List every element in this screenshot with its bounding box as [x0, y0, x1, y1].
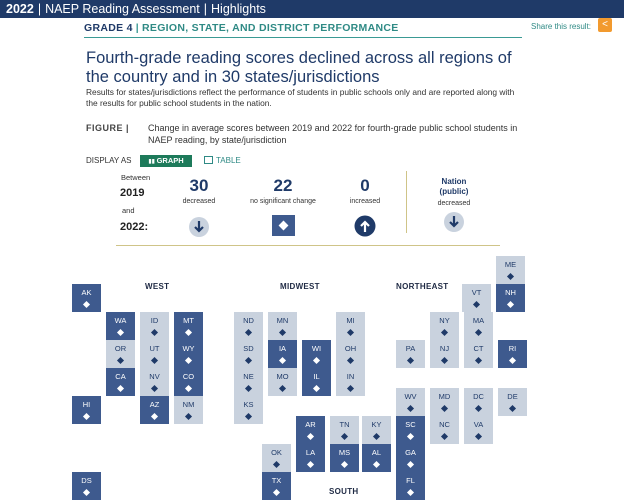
diamond-icon [279, 329, 286, 336]
diamond-icon [83, 301, 90, 308]
no-change-count: 22 [273, 176, 293, 195]
state-abbr: AR [305, 420, 316, 429]
state-abbr: AK [81, 288, 92, 297]
diamond-icon [475, 433, 482, 440]
region-south: SOUTH [329, 487, 359, 496]
diamond-icon [407, 461, 414, 468]
diamond-icon [185, 385, 192, 392]
state-abbr: CO [182, 372, 195, 381]
grade-label: GRADE 4 [84, 22, 133, 34]
share-label: Share this result: [531, 22, 592, 31]
graph-icon: ▮▮ [148, 159, 157, 165]
and-label: and [122, 206, 135, 215]
diamond-icon [313, 385, 320, 392]
diamond-icon [475, 329, 482, 336]
diamond-icon [407, 405, 414, 412]
state-abbr: CA [115, 372, 126, 381]
state-tile-ky[interactable] [362, 416, 391, 444]
region-west: WEST [145, 282, 170, 291]
arrow-up-icon [354, 215, 376, 237]
state-abbr: GA [405, 448, 416, 457]
stat-decreased [154, 177, 244, 205]
state-abbr: NM [182, 400, 195, 409]
diamond-icon [245, 413, 252, 420]
description: Results for states/jurisdictions reflect the performance of students in public schools only and are reported along with the results for public school students in the nation. [86, 87, 515, 108]
state-tile-dc[interactable] [464, 388, 493, 416]
state-tile-id[interactable] [140, 312, 169, 340]
state-abbr: OH [344, 344, 357, 353]
state-tile-md[interactable] [430, 388, 459, 416]
state-tile-hi[interactable] [72, 396, 101, 424]
diamond-icon [509, 357, 516, 364]
state-abbr: WY [182, 344, 195, 353]
state-tile-nc[interactable] [430, 416, 459, 444]
state-tile-pa[interactable] [396, 340, 425, 368]
diamond-icon [475, 405, 482, 412]
nation-block [406, 171, 501, 233]
state-abbr: KY [371, 420, 382, 429]
figure-caption: Change in average scores between 2019 and 2022 for fourth-grade public school students in NAEP reading, by state/jurisdiction [148, 123, 518, 145]
state-abbr: MI [346, 316, 355, 325]
state-tile-mn[interactable] [268, 312, 297, 340]
nation-title: Nation (public) [439, 177, 469, 196]
state-tile-ok[interactable] [262, 444, 291, 472]
diamond-icon [407, 357, 414, 364]
state-tile-wa[interactable] [106, 312, 135, 340]
state-tile-nv[interactable] [140, 368, 169, 396]
state-abbr: NY [439, 316, 450, 325]
header-title[interactable]: NAEP Reading Assessment [45, 2, 200, 16]
diamond-icon [245, 357, 252, 364]
state-abbr: CT [473, 344, 484, 353]
state-tile-la[interactable] [296, 444, 325, 472]
state-tile-al[interactable] [362, 444, 391, 472]
grade-header: GRADE 4 | REGION, STATE, AND DISTRICT PERFORMANCE [84, 20, 522, 38]
nation-label: decreased [437, 200, 471, 207]
state-tile-sc[interactable] [396, 416, 425, 444]
state-abbr: NH [505, 288, 516, 297]
diamond-icon [347, 329, 354, 336]
graph-button[interactable]: ▮▮ GRAPH [140, 155, 192, 167]
table-icon [204, 156, 213, 164]
header-section[interactable]: Highlights [211, 2, 266, 16]
diamond-icon [245, 385, 252, 392]
diamond-icon [272, 215, 295, 236]
diamond-icon [307, 433, 314, 440]
arrow-down-icon [188, 216, 210, 238]
state-abbr: DC [473, 392, 484, 401]
state-abbr: DS [81, 476, 92, 485]
diamond-icon [347, 385, 354, 392]
diamond-icon [151, 329, 158, 336]
state-tile-ne[interactable] [234, 368, 263, 396]
state-tile-ks[interactable] [234, 396, 263, 424]
diamond-icon [151, 385, 158, 392]
state-tile-il[interactable] [302, 368, 331, 396]
state-tile-me[interactable] [496, 256, 525, 284]
diamond-icon [441, 433, 448, 440]
state-abbr: NE [243, 372, 254, 381]
diamond-icon [441, 357, 448, 364]
state-tile-mi[interactable] [336, 312, 365, 340]
state-abbr: DE [507, 392, 518, 401]
diamond-icon [441, 405, 448, 412]
state-tile-ds[interactable] [72, 472, 101, 500]
diamond-icon [151, 413, 158, 420]
state-abbr: TX [271, 476, 282, 485]
state-tile-tn[interactable] [330, 416, 359, 444]
region-northeast: NORTHEAST [396, 282, 449, 291]
state-tile-vt[interactable] [462, 284, 491, 312]
nation-arrow-down-icon [443, 211, 465, 233]
state-tile-ri[interactable] [498, 340, 527, 368]
state-tile-fl[interactable] [396, 472, 425, 500]
figure-caption-block [86, 122, 526, 145]
state-abbr: HI [82, 400, 91, 409]
state-abbr: SC [405, 420, 416, 429]
diamond-icon [185, 413, 192, 420]
share-icon[interactable]: < [598, 18, 612, 32]
diamond-icon [279, 357, 286, 364]
state-abbr: MT [183, 316, 194, 325]
diamond-icon [185, 329, 192, 336]
state-abbr: UT [149, 344, 160, 353]
state-abbr: PA [405, 344, 416, 353]
state-tile-ak[interactable] [72, 284, 101, 312]
state-tile-or[interactable] [106, 340, 135, 368]
state-abbr: NC [439, 420, 450, 429]
stat-no-change [238, 177, 328, 205]
decreased-label: decreased [182, 198, 216, 205]
state-abbr: VT [471, 288, 482, 297]
diamond-icon [473, 301, 480, 308]
diamond-icon [117, 385, 124, 392]
state-abbr: TN [339, 420, 350, 429]
diamond-icon [279, 385, 286, 392]
state-tile-mt[interactable] [174, 312, 203, 340]
year-2019: 2019 [120, 187, 145, 199]
state-abbr: ID [150, 316, 159, 325]
increased-count: 0 [360, 176, 370, 195]
state-tile-ia[interactable] [268, 340, 297, 368]
state-tile-wv[interactable] [396, 388, 425, 416]
state-abbr: MN [276, 316, 289, 325]
state-tile-de[interactable] [498, 388, 527, 416]
diamond-icon [509, 405, 516, 412]
state-abbr: SD [243, 344, 254, 353]
diamond-icon [185, 357, 192, 364]
state-abbr: ND [243, 316, 254, 325]
state-tile-ga[interactable] [396, 444, 425, 472]
state-abbr: MD [438, 392, 451, 401]
diamond-icon [83, 413, 90, 420]
state-tile-sd[interactable] [234, 340, 263, 368]
state-abbr: MO [276, 372, 289, 381]
diamond-icon [151, 357, 158, 364]
state-tile-oh[interactable] [336, 340, 365, 368]
figure-label: FIGURE | [86, 123, 130, 133]
state-abbr: VA [473, 420, 484, 429]
state-abbr: NV [149, 372, 160, 381]
diamond-icon [313, 357, 320, 364]
region-midwest: MIDWEST [280, 282, 320, 291]
state-tile-wy[interactable] [174, 340, 203, 368]
state-tile-ut[interactable] [140, 340, 169, 368]
diamond-icon [117, 329, 124, 336]
state-abbr: IL [313, 372, 320, 381]
state-abbr: AL [371, 448, 382, 457]
state-abbr: IN [346, 372, 355, 381]
diamond-icon [245, 329, 252, 336]
between-label: Between [121, 173, 151, 182]
diamond-icon [273, 461, 280, 468]
diamond-icon [507, 301, 514, 308]
state-abbr: NJ [439, 344, 450, 353]
state-tile-wi[interactable] [302, 340, 331, 368]
state-tile-ny[interactable] [430, 312, 459, 340]
section-title: REGION, STATE, AND DISTRICT PERFORMANCE [142, 22, 399, 34]
diamond-icon [341, 461, 348, 468]
state-abbr: OR [114, 344, 127, 353]
state-tile-va[interactable] [464, 416, 493, 444]
state-tile-co[interactable] [174, 368, 203, 396]
diamond-icon [117, 357, 124, 364]
state-tile-ma[interactable] [464, 312, 493, 340]
stat-increased [320, 177, 410, 205]
table-button[interactable]: TABLE [204, 155, 254, 167]
diamond-icon [475, 357, 482, 364]
state-tile-az[interactable] [140, 396, 169, 424]
state-abbr: MA [472, 316, 485, 325]
state-abbr: WI [311, 344, 322, 353]
page-title: Fourth-grade reading scores declined across all regions of the country and in 30 states/jurisdictions [86, 49, 512, 86]
summary-panel [116, 171, 500, 246]
diamond-icon [273, 489, 280, 496]
state-tile-nh[interactable] [496, 284, 525, 312]
state-abbr: OK [271, 448, 282, 457]
no-change-label: no significant change [250, 198, 316, 205]
state-abbr: RI [508, 344, 517, 353]
state-abbr: KS [243, 400, 254, 409]
state-tile-ms[interactable] [330, 444, 359, 472]
state-abbr: FL [406, 476, 415, 485]
year-2022: 2022: [120, 221, 149, 233]
state-tile-ca[interactable] [106, 368, 135, 396]
state-abbr: MS [338, 448, 351, 457]
diamond-icon [373, 433, 380, 440]
state-tile-mo[interactable] [268, 368, 297, 396]
diamond-icon [307, 461, 314, 468]
diamond-icon [347, 357, 354, 364]
header-year: 2022 [6, 2, 34, 16]
diamond-icon [507, 273, 514, 280]
state-tile-nd[interactable] [234, 312, 263, 340]
top-bar: 2022 | NAEP Reading Assessment | Highlights [0, 0, 624, 18]
state-tile-nm[interactable] [174, 396, 203, 424]
increased-label: increased [349, 198, 381, 205]
diamond-icon [373, 461, 380, 468]
state-abbr: IA [278, 344, 287, 353]
state-tile-nj[interactable] [430, 340, 459, 368]
state-abbr: AZ [149, 400, 160, 409]
diamond-icon [407, 433, 414, 440]
diamond-icon [407, 489, 414, 496]
display-as-label: DISPLAY AS [86, 156, 132, 165]
diamond-icon [341, 433, 348, 440]
decreased-count: 30 [189, 176, 209, 195]
diamond-icon [441, 329, 448, 336]
diamond-icon [83, 489, 90, 496]
state-abbr: WA [114, 316, 127, 325]
state-abbr: ME [504, 260, 517, 269]
state-tile-tx[interactable] [262, 472, 291, 500]
state-abbr: WV [404, 392, 417, 401]
state-tile-ct[interactable] [464, 340, 493, 368]
state-abbr: LA [305, 448, 316, 457]
state-tile-ar[interactable] [296, 416, 325, 444]
state-tile-in[interactable] [336, 368, 365, 396]
